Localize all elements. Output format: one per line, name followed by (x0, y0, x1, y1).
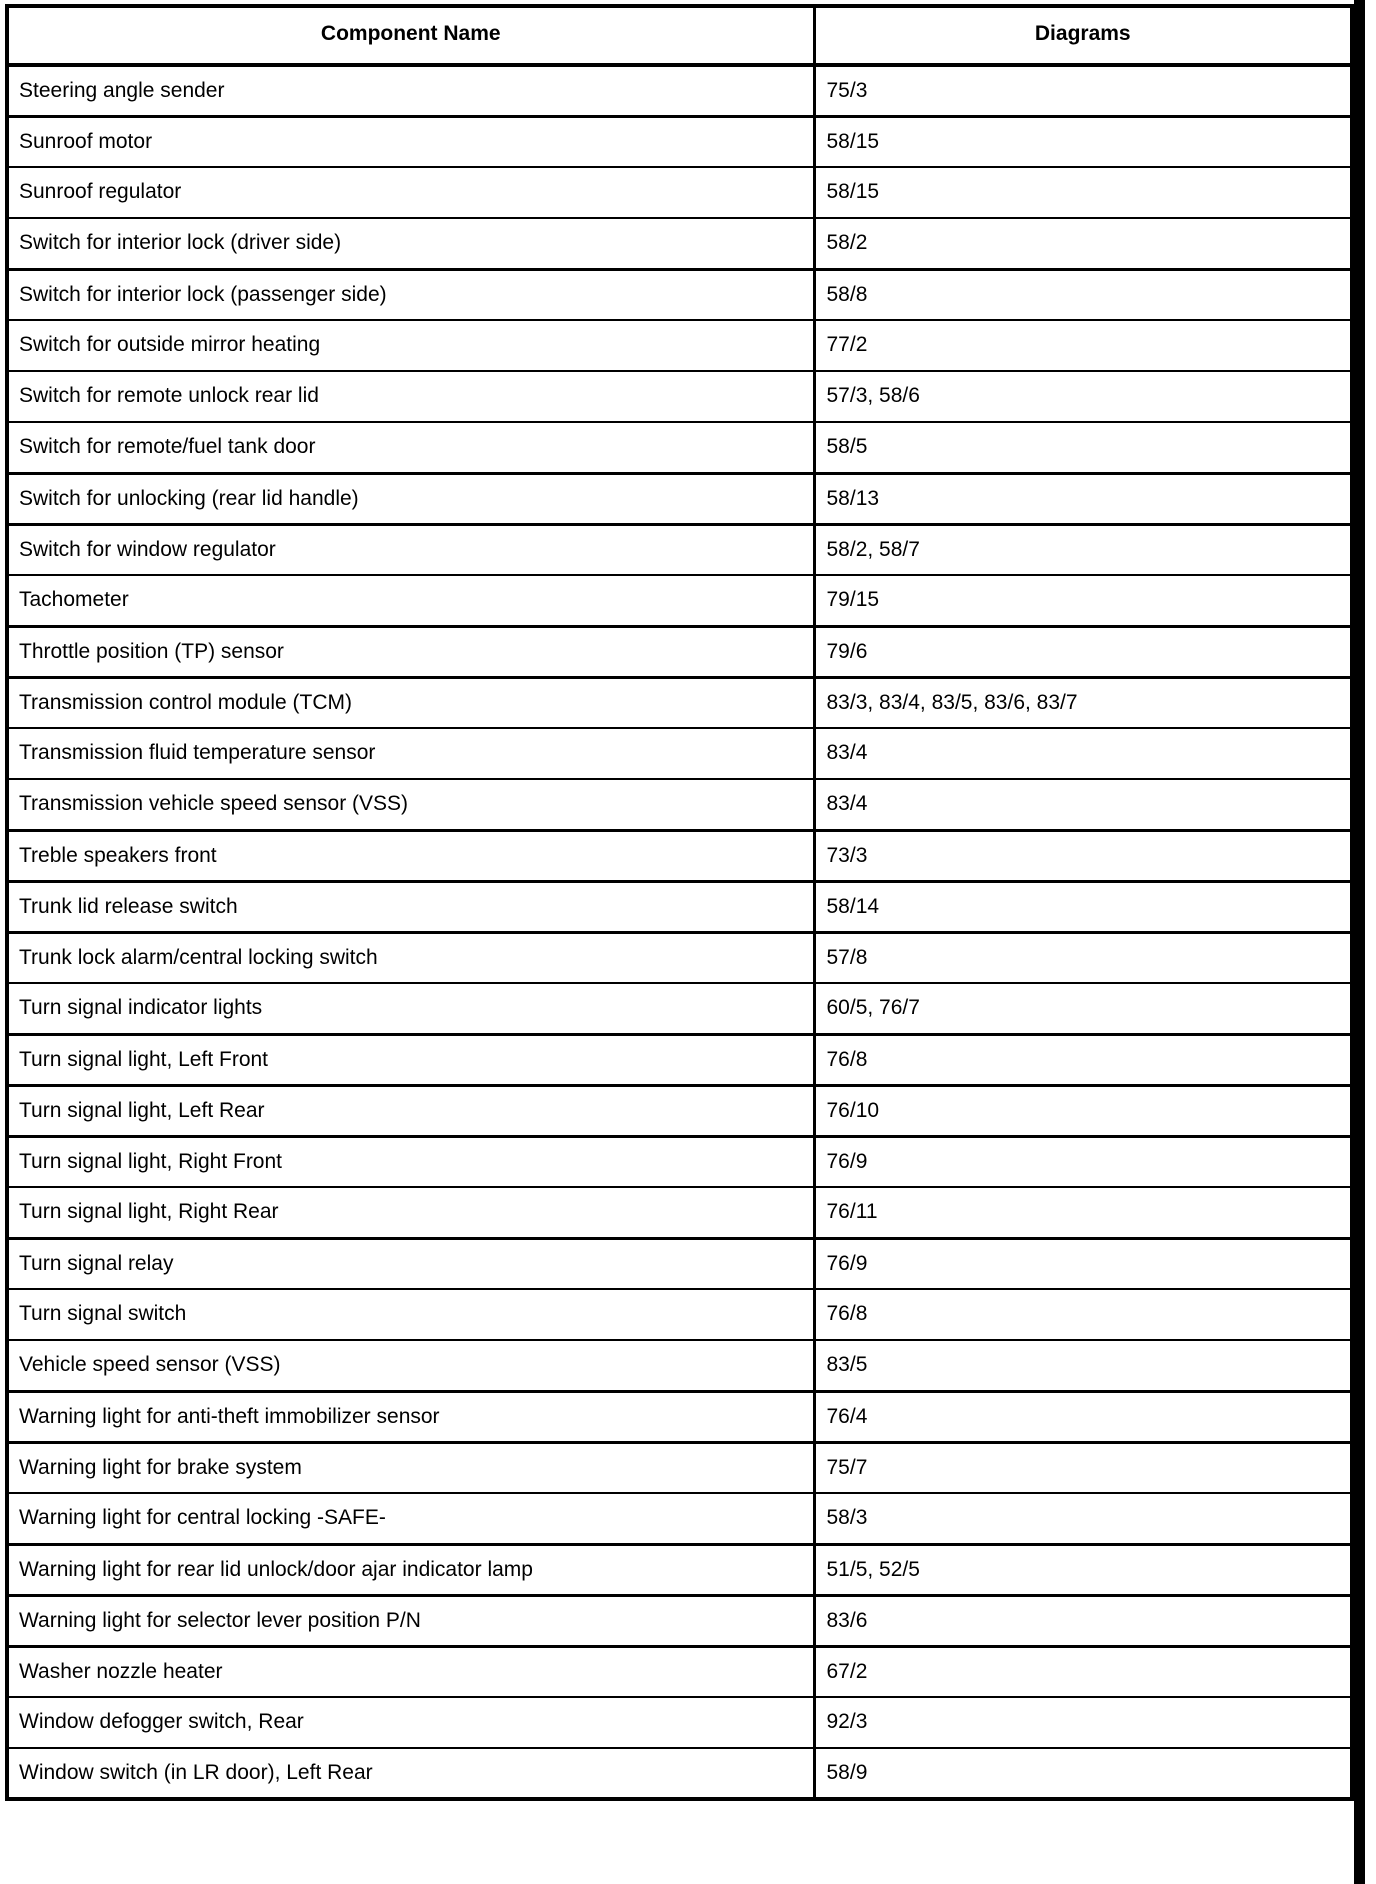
diagrams-cell: 92/3 (814, 1697, 1352, 1748)
component-name-cell: Turn signal light, Right Rear (7, 1187, 814, 1238)
component-name-cell: Sunroof motor (7, 116, 814, 167)
diagrams-cell: 76/8 (814, 1034, 1352, 1085)
component-name-cell: Turn signal indicator lights (7, 983, 814, 1034)
header-diagrams: Diagrams (814, 6, 1352, 65)
diagrams-cell: 58/2, 58/7 (814, 524, 1352, 575)
diagrams-cell: 76/10 (814, 1085, 1352, 1136)
component-name-cell: Switch for remote/fuel tank door (7, 422, 814, 473)
component-name-cell: Warning light for selector lever position P/N (7, 1595, 814, 1646)
diagrams-cell: 76/11 (814, 1187, 1352, 1238)
diagrams-cell: 76/4 (814, 1391, 1352, 1442)
diagrams-cell: 58/8 (814, 269, 1352, 320)
table-row (7, 983, 1352, 1034)
table-row (7, 932, 1352, 983)
diagrams-cell: 58/5 (814, 422, 1352, 473)
table-row (7, 1187, 1352, 1238)
component-name-cell: Switch for interior lock (driver side) (7, 218, 814, 269)
component-name-cell: Turn signal switch (7, 1289, 814, 1340)
diagrams-cell: 58/15 (814, 167, 1352, 218)
table-row (7, 728, 1352, 779)
component-name-cell: Treble speakers front (7, 830, 814, 881)
diagrams-cell: 58/13 (814, 473, 1352, 524)
diagrams-cell: 73/3 (814, 830, 1352, 881)
table-row (7, 1289, 1352, 1340)
table-body (7, 65, 1352, 1799)
diagrams-cell: 58/15 (814, 116, 1352, 167)
table-row (7, 1340, 1352, 1391)
component-index-table (5, 4, 1354, 1801)
table-row (7, 1136, 1352, 1187)
component-name-cell: Steering angle sender (7, 65, 814, 116)
table-row (7, 422, 1352, 473)
diagrams-cell: 83/5 (814, 1340, 1352, 1391)
diagrams-cell: 76/9 (814, 1136, 1352, 1187)
table-row (7, 116, 1352, 167)
component-name-cell: Switch for outside mirror heating (7, 320, 814, 371)
table-row (7, 167, 1352, 218)
table-row (7, 830, 1352, 881)
table-row (7, 65, 1352, 116)
diagrams-cell: 60/5, 76/7 (814, 983, 1352, 1034)
component-name-cell: Washer nozzle heater (7, 1646, 814, 1697)
component-name-cell: Trunk lock alarm/central locking switch (7, 932, 814, 983)
component-name-cell: Turn signal light, Left Rear (7, 1085, 814, 1136)
page-edge-bar (1354, 0, 1365, 1884)
diagrams-cell: 83/4 (814, 779, 1352, 830)
component-name-cell: Switch for interior lock (passenger side) (7, 269, 814, 320)
table-header-row (7, 6, 1352, 65)
table-row (7, 1697, 1352, 1748)
diagrams-cell: 79/6 (814, 626, 1352, 677)
component-name-cell: Transmission control module (TCM) (7, 677, 814, 728)
component-name-cell: Tachometer (7, 575, 814, 626)
table-row (7, 575, 1352, 626)
diagrams-cell: 57/8 (814, 932, 1352, 983)
diagrams-cell: 67/2 (814, 1646, 1352, 1697)
component-name-cell: Window switch (in LR door), Left Rear (7, 1748, 814, 1799)
diagrams-cell: 79/15 (814, 575, 1352, 626)
table-row (7, 1595, 1352, 1646)
diagrams-cell: 51/5, 52/5 (814, 1544, 1352, 1595)
component-name-cell: Warning light for brake system (7, 1442, 814, 1493)
diagrams-cell: 76/9 (814, 1238, 1352, 1289)
diagrams-cell: 75/3 (814, 65, 1352, 116)
table-row (7, 626, 1352, 677)
diagrams-cell: 58/14 (814, 881, 1352, 932)
table-row (7, 677, 1352, 728)
table-row (7, 473, 1352, 524)
diagrams-cell: 83/3, 83/4, 83/5, 83/6, 83/7 (814, 677, 1352, 728)
component-name-cell: Switch for remote unlock rear lid (7, 371, 814, 422)
table-row (7, 1442, 1352, 1493)
table-row (7, 320, 1352, 371)
diagrams-cell: 58/2 (814, 218, 1352, 269)
component-name-cell: Turn signal relay (7, 1238, 814, 1289)
table-row (7, 1544, 1352, 1595)
table-row (7, 1493, 1352, 1544)
component-name-cell: Transmission vehicle speed sensor (VSS) (7, 779, 814, 830)
component-name-cell: Trunk lid release switch (7, 881, 814, 932)
table-row (7, 269, 1352, 320)
component-name-cell: Warning light for anti-theft immobilizer sensor (7, 1391, 814, 1442)
diagrams-cell: 83/6 (814, 1595, 1352, 1646)
component-name-cell: Vehicle speed sensor (VSS) (7, 1340, 814, 1391)
table-row (7, 218, 1352, 269)
component-name-cell: Switch for unlocking (rear lid handle) (7, 473, 814, 524)
component-name-cell: Turn signal light, Right Front (7, 1136, 814, 1187)
table-row (7, 1646, 1352, 1697)
component-name-cell: Turn signal light, Left Front (7, 1034, 814, 1085)
component-name-cell: Switch for window regulator (7, 524, 814, 575)
component-name-cell: Throttle position (TP) sensor (7, 626, 814, 677)
component-name-cell: Window defogger switch, Rear (7, 1697, 814, 1748)
table-row (7, 1034, 1352, 1085)
diagrams-cell: 58/9 (814, 1748, 1352, 1799)
table-row (7, 1748, 1352, 1799)
diagrams-cell: 77/2 (814, 320, 1352, 371)
table-row (7, 1085, 1352, 1136)
diagrams-cell: 83/4 (814, 728, 1352, 779)
diagrams-cell: 76/8 (814, 1289, 1352, 1340)
diagrams-cell: 58/3 (814, 1493, 1352, 1544)
diagrams-cell: 57/3, 58/6 (814, 371, 1352, 422)
table-row (7, 371, 1352, 422)
component-name-cell: Warning light for rear lid unlock/door ajar indicator lamp (7, 1544, 814, 1595)
table-row (7, 881, 1352, 932)
diagrams-cell: 75/7 (814, 1442, 1352, 1493)
table-row (7, 524, 1352, 575)
component-name-cell: Transmission fluid temperature sensor (7, 728, 814, 779)
table-row (7, 1391, 1352, 1442)
component-name-cell: Warning light for central locking -SAFE- (7, 1493, 814, 1544)
component-name-cell: Sunroof regulator (7, 167, 814, 218)
header-component-name: Component Name (7, 6, 814, 65)
table-row (7, 1238, 1352, 1289)
table-row (7, 779, 1352, 830)
